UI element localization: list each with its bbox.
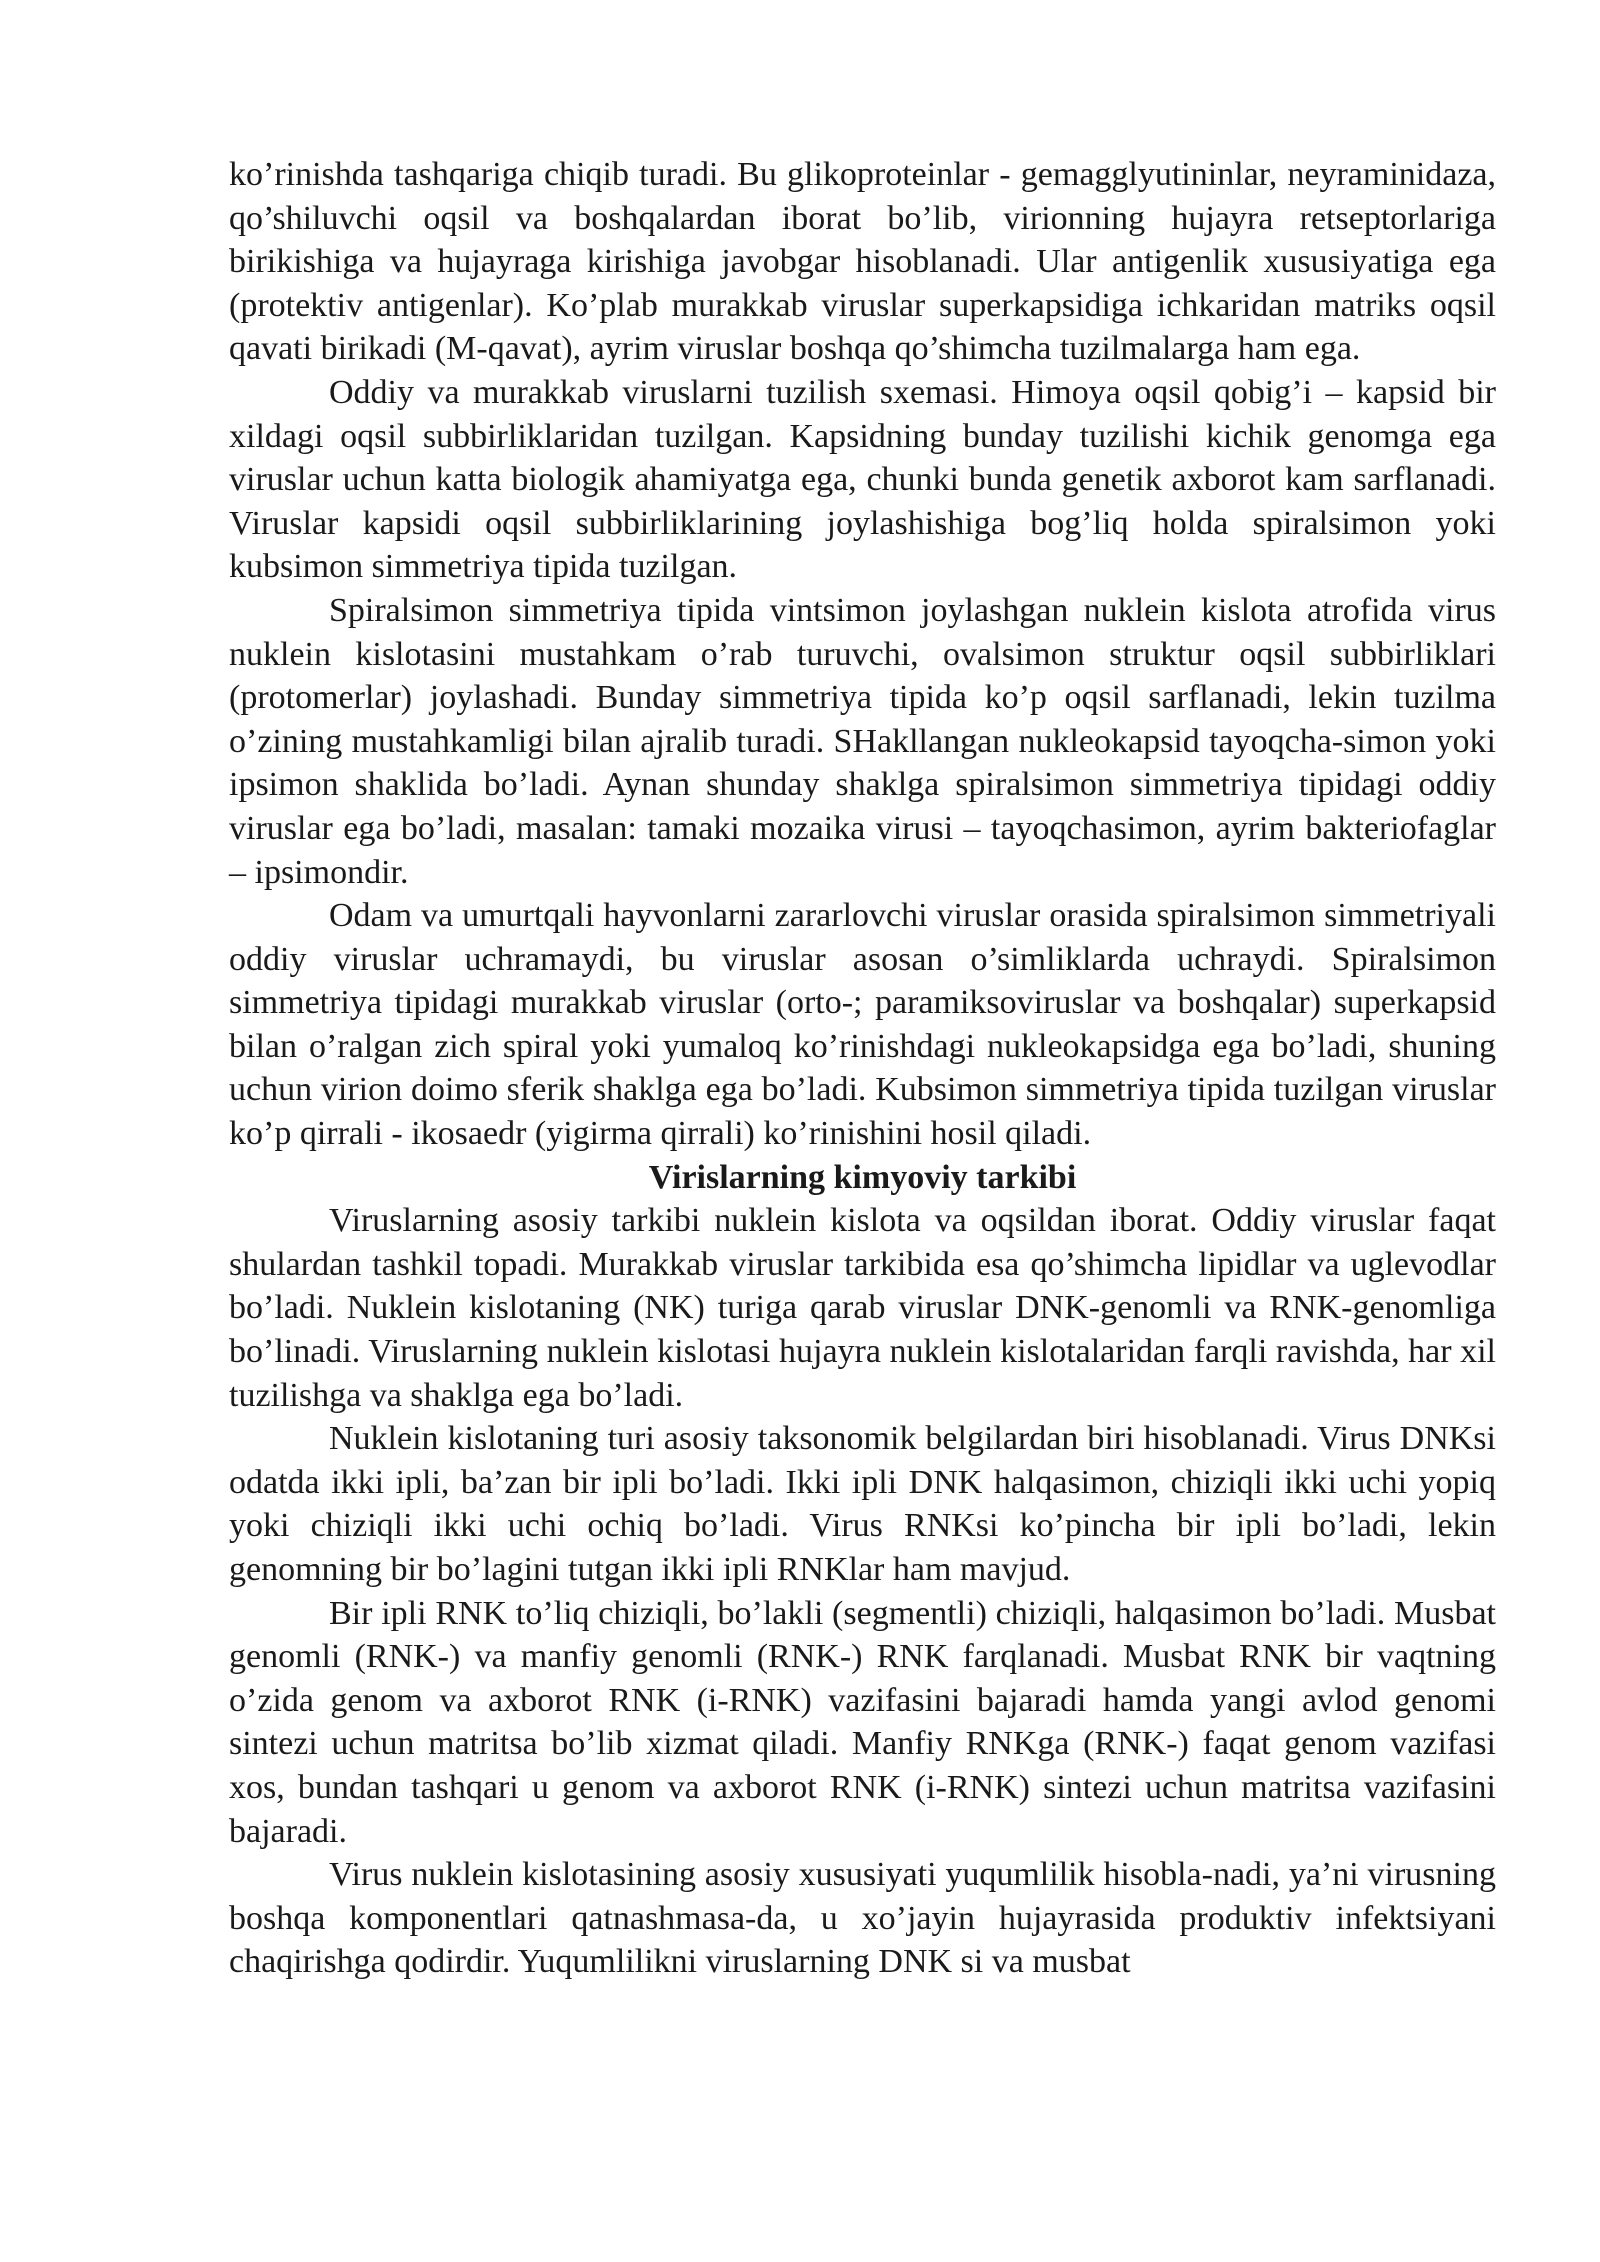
paragraph-5: Viruslarning asosiy tarkibi nuklein kislota va oqsildan iborat. Oddiy viruslar faqat shulardan tashkil topadi. Murakkab viruslar tarkibida esa qo’shimcha lipidlar va uglevodlar bo’ladi. Nuklein kislotaning (NK) turiga qarab viruslar DNK-genomli va RNK-genomliga bo’linadi. Viruslarning nuklein kislotasi hujayra nuklein kislotalaridan farqli ravishda, har xil tuzilishga va shaklga ega bo’ladi. (229, 1202, 1496, 1414)
paragraph-1: ko’rinishda tashqariga chiqib turadi. Bu glikoproteinlar - gemagglyutininlar, neyraminidaza, qo’shiluvchi oqsil va boshqalardan iborat bo’lib, virionning hujayra retseptorlariga birikishiga va hujayraga kirishiga javobgar hisoblanadi. Ular antigenlik xususiyatiga ega (protektiv antigenlar). Ko’plab murakkab viruslar superkapsidiga ichkaridan matriks oqsil qavati birikadi (M-qavat), ayrim viruslar boshqa qo’shimcha tuzilmalarga ham ega. (229, 156, 1496, 368)
paragraph-2: Oddiy va murakkab viruslarni tuzilish sxemasi. Himoya oqsil qobig’i – kapsid bir xildagi oqsil subbirliklaridan tuzilgan. Kapsidning bunday tuzilishi kichik genomga ega viruslar uchun katta biologik ahamiyatga ega, chunki bunda genetik axborot kam sarflanadi. Viruslar kapsidi oqsil subbirliklarining joylashishiga bog’liq holda spiralsimon yoki kubsimon simmetriya tipida tuzilgan. (229, 373, 1496, 586)
paragraph-7: Bir ipli RNK to’liq chiziqli, bo’lakli (segmentli) chiziqli, halqasimon bo’ladi. Musbat genomli (RNK-) va manfiy genomli (RNK-) RNK farqlanadi. Musbat RNK bir vaqtning o’zida genom va axborot RNK (i-RNK) vazifasini bajaradi hamda yangi avlod genomi sintezi uchun matritsa bo’lib xizmat qiladi. Manfiy RNKga (RNK-) faqat genom vazifasi xos, bundan tashqari u genom va axborot RNK (i-RNK) sintezi uchun matritsa vazifasini bajaradi. (229, 1594, 1496, 1850)
document-page (229, 153, 1496, 1984)
paragraph-6: Nuklein kislotaning turi asosiy taksonomik belgilardan biri hisoblanadi. Virus DNKsi odatda ikki ipli, ba’zan bir ipli bo’ladi. Ikki ipli DNK halqasimon, chiziqli ikki uchi yopiq yoki chiziqli ikki uchi ochiq bo’ladi. Virus RNKsi ko’pincha bir ipli bo’ladi, lekin genomning bir bo’lagini tutgan ikki ipli RNKlar ham mavjud. (229, 1420, 1496, 1588)
paragraph-3: Spiralsimon simmetriya tipida vintsimon joylashgan nuklein kislota atrofida virus nuklein kislotasini mustahkam o’rab turuvchi, ovalsimon struktur oqsil subbirliklari (protomerlar) joylashadi. Bunday simmetriya tipida ko’p oqsil sarflanadi, lekin tuzilma o’zining mustahkamligi bilan ajralib turadi. SHakllangan nukleokapsid tayoqcha-simon yoki ipsimon shaklida bo’ladi. Aynan shunday shaklga spiralsimon simmetriya tipidagi oddiy viruslar ega bo’ladi, masalan: tamaki mozaika virusi – tayoqchasimon, ayrim bakteriofaglar – ipsimondir. (229, 591, 1496, 891)
paragraph-8: Virus nuklein kislotasining asosiy xususiyati yuqumlilik hisobla-nadi, ya’ni virusning boshqa komponentlari qatnashmasa-da, u xo’jayin hujayrasida produktiv infektsiyani chaqirishga qodirdir. Yuqumlilikni viruslarning DNK si va musbat (229, 1856, 1496, 1981)
paragraph-4: Odam va umurtqali hayvonlarni zararlovchi viruslar orasida spiralsimon simmetriyali oddiy viruslar uchramaydi, bu viruslar asosan o’simliklarda uchraydi. Spiralsimon simmetriya tipidagi murakkab viruslar (orto-; paramiksoviruslar va boshqalar) superkapsid bilan o’ralgan zich spiral yoki yumaloq ko’rinishdagi nukleokapsidga ega bo’ladi, shuning uchun virion doimo sferik shaklga ega bo’ladi. Kubsimon simmetriya tipida tuzilgan viruslar ko’p qirrali - ikosaedr (yigirma qirrali) ko’rinishini hosil qiladi. (229, 897, 1496, 1153)
section-heading: Virislarning kimyoviy tarkibi (648, 1158, 1077, 1196)
